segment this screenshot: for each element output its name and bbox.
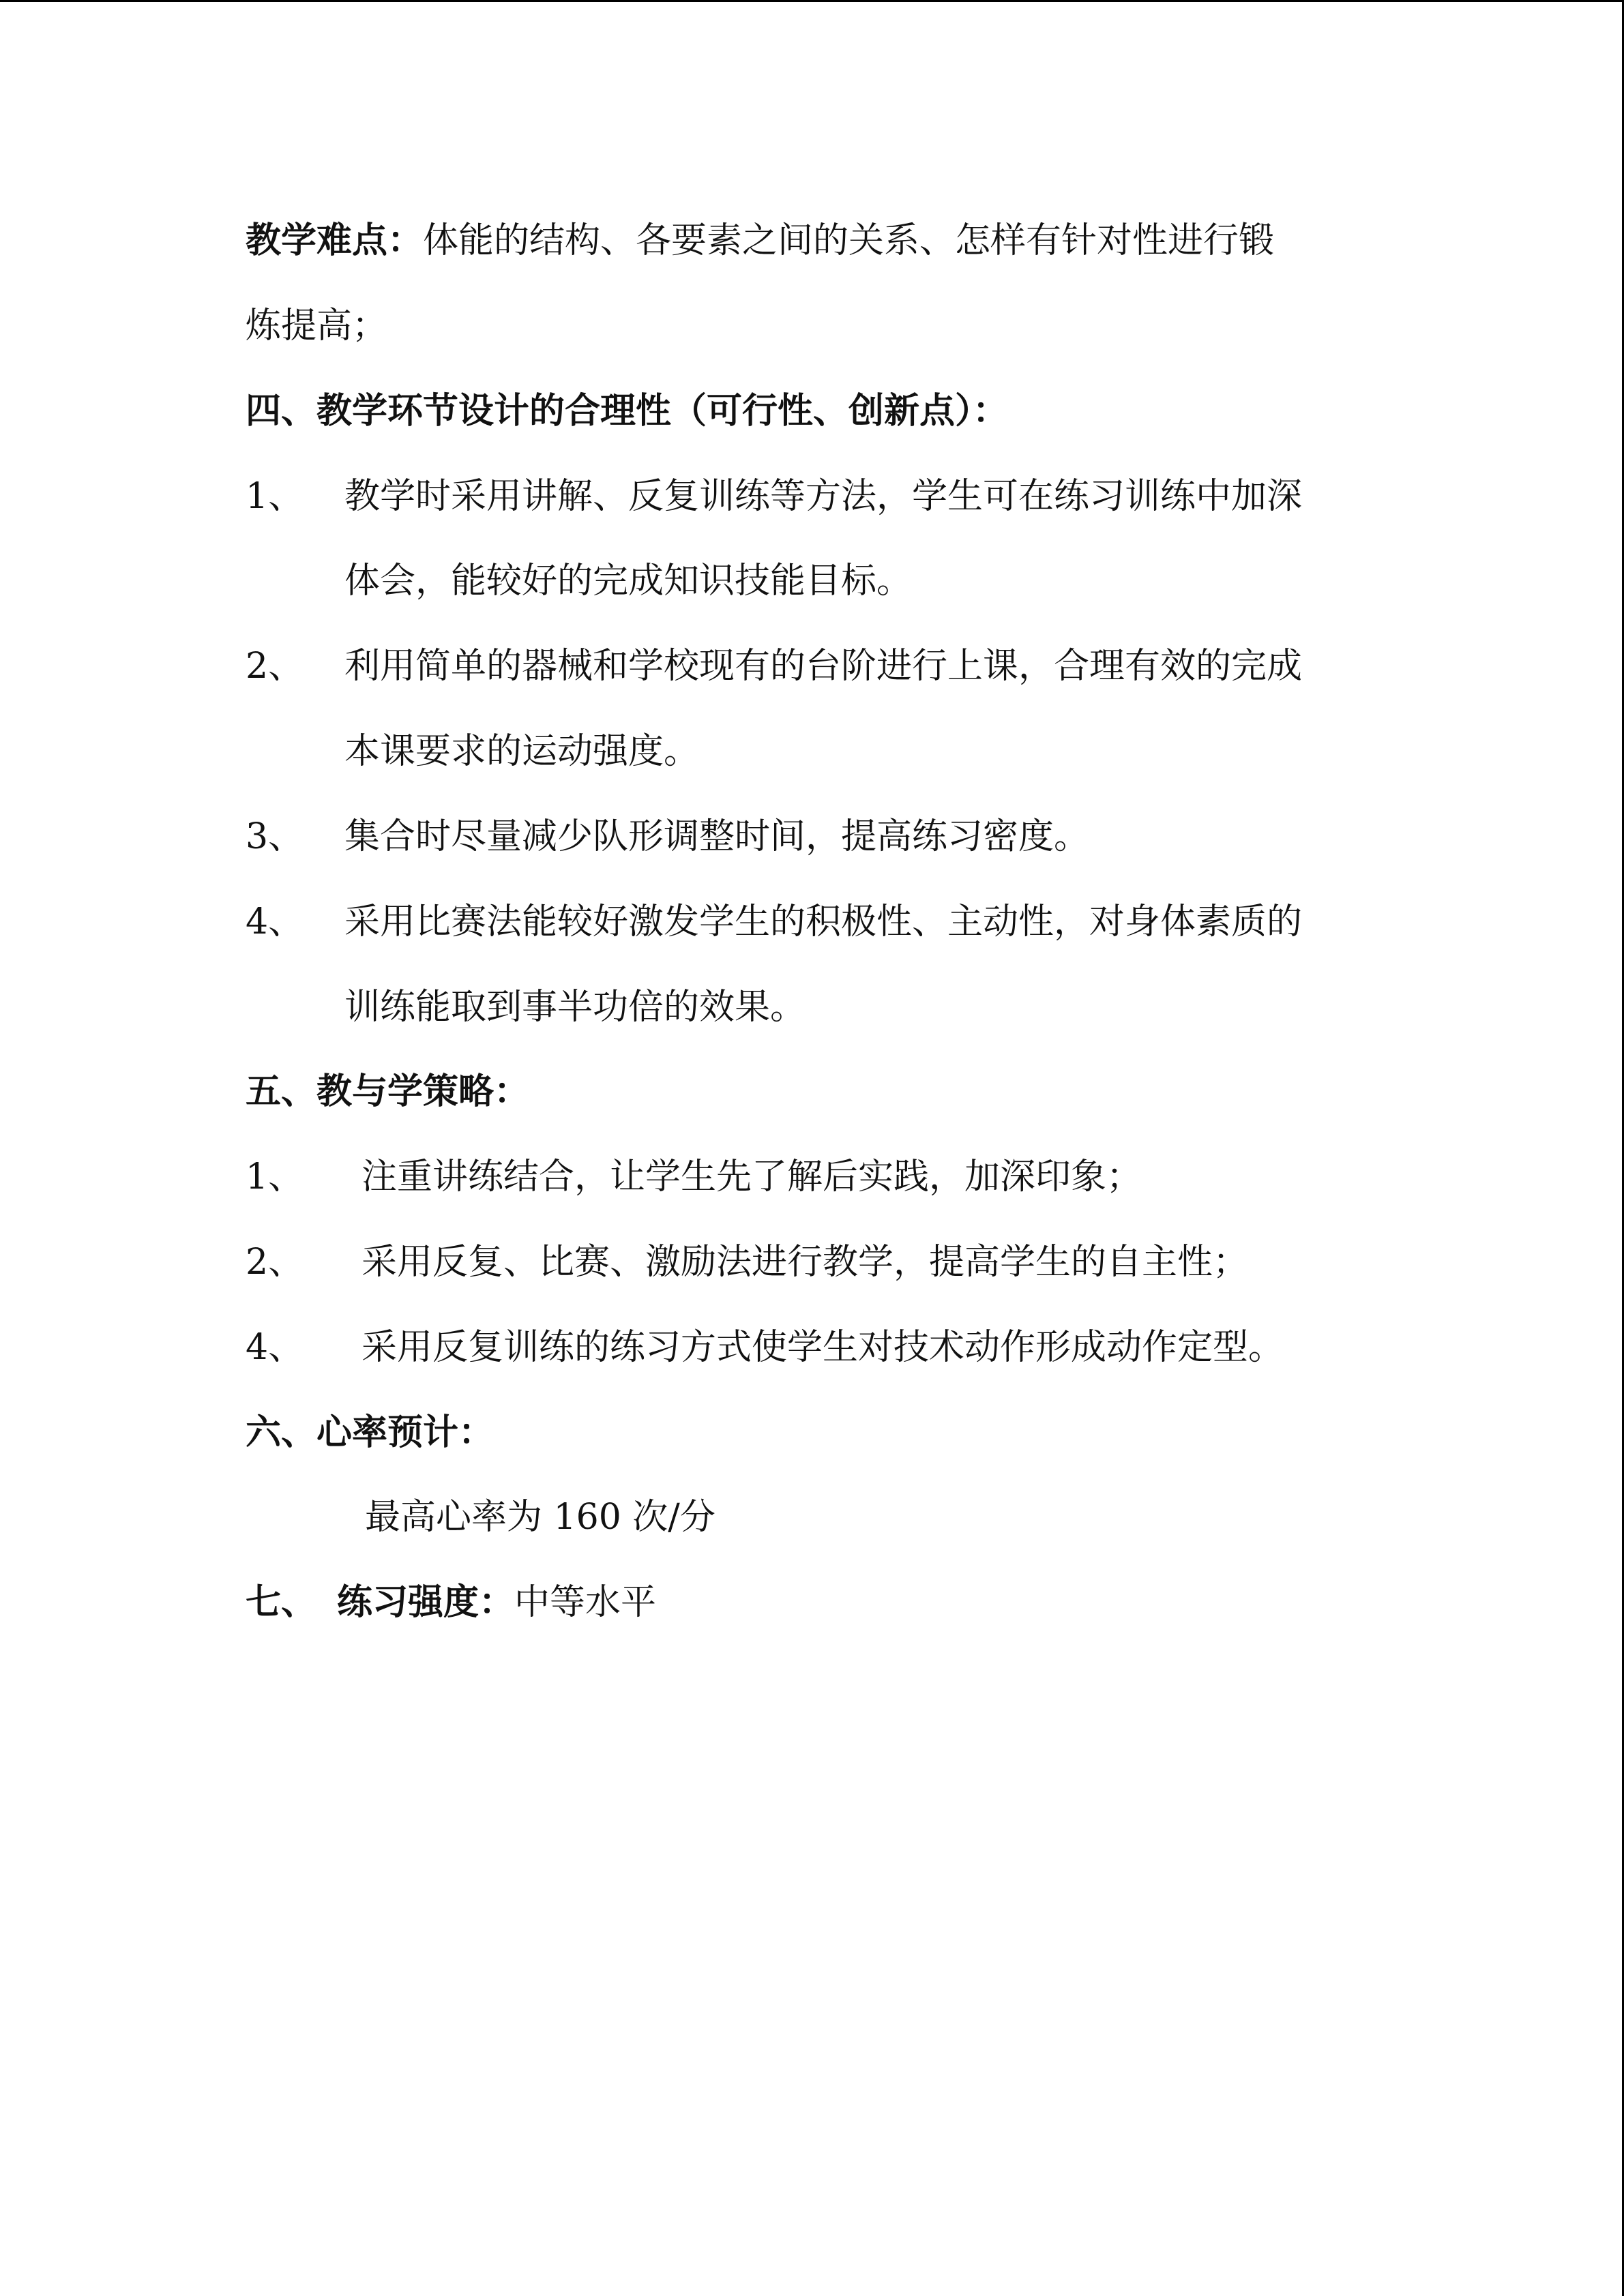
- section4-item-3-line1: 集合时尽量减少队形调整时间，提高练习密度。: [344, 816, 1090, 857]
- section4-item-1: [246, 473, 1302, 520]
- page-border-top: [0, 0, 1624, 2]
- section5-item-2-text: 采用反复、比赛、激励法进行教学，提高学生的自主性；: [361, 1242, 1249, 1283]
- section4-item-4-line1: 采用比赛法能较好激发学生的积极性、主动性，对身体素质的: [344, 901, 1303, 942]
- section5-item-3-text: 采用反复训练的练习方式使学生对技术动作形成动作定型。: [361, 1327, 1284, 1368]
- section7-label: 七、: [246, 1581, 317, 1623]
- section5-item-3: [246, 1324, 1284, 1371]
- section7-text: 中等水平: [514, 1582, 657, 1623]
- section5-heading: 五、教与学策略：: [246, 1071, 530, 1112]
- section4-item-1-number: 1、: [246, 476, 304, 517]
- section7-line: [246, 1579, 656, 1626]
- section4-item-4-number: 4、: [246, 901, 304, 942]
- section6-text: 最高心率为 160 次/分: [365, 1497, 715, 1538]
- section4-item-3: [246, 813, 1089, 861]
- section4-heading: 四、教学环节设计的合理性（可行性、创新点）：: [246, 390, 1009, 432]
- difficulty-line-1: [246, 217, 1274, 265]
- difficulty-text-1: 体能的结构、各要素之间的关系、怎样有针对性进行锻: [423, 220, 1275, 261]
- section4-item-4-cont: 训练能取到事半功倍的效果。: [344, 987, 806, 1028]
- section5-item-1-text: 注重讲练结合，让学生先了解后实践，加深印象；: [361, 1157, 1142, 1197]
- section6-heading: 六、心率预计：: [246, 1412, 494, 1453]
- section4-item-3-number: 3、: [246, 816, 304, 857]
- difficulty-line-2: [246, 302, 387, 350]
- section4-item-1-cont: 体会，能较好的完成知识技能目标。: [344, 561, 913, 601]
- section5-item-1-number: 1、: [246, 1157, 304, 1197]
- section4-item-2-number: 2、: [246, 646, 304, 687]
- section4-item-4: [246, 898, 1302, 946]
- section4-item-2-cont: 本课要求的运动强度。: [344, 731, 700, 772]
- section5-item-2-number: 2、: [246, 1242, 304, 1283]
- section4-item-1-line1: 教学时采用讲解、反复训练等方法，学生可在练习训练中加深: [344, 476, 1303, 517]
- section5-item-3-number: 4、: [246, 1327, 304, 1368]
- section4-item-2-line1: 利用简单的器械和学校现有的台阶进行上课，合理有效的完成: [344, 646, 1303, 687]
- difficulty-label: 教学难点：: [246, 220, 424, 261]
- section7-heading: 练习强度：: [337, 1581, 515, 1623]
- section5-item-2: [246, 1238, 1248, 1286]
- difficulty-text-2: 炼提高；: [246, 305, 388, 346]
- section4-item-2: [246, 642, 1302, 690]
- section5-item-1: [246, 1153, 1142, 1201]
